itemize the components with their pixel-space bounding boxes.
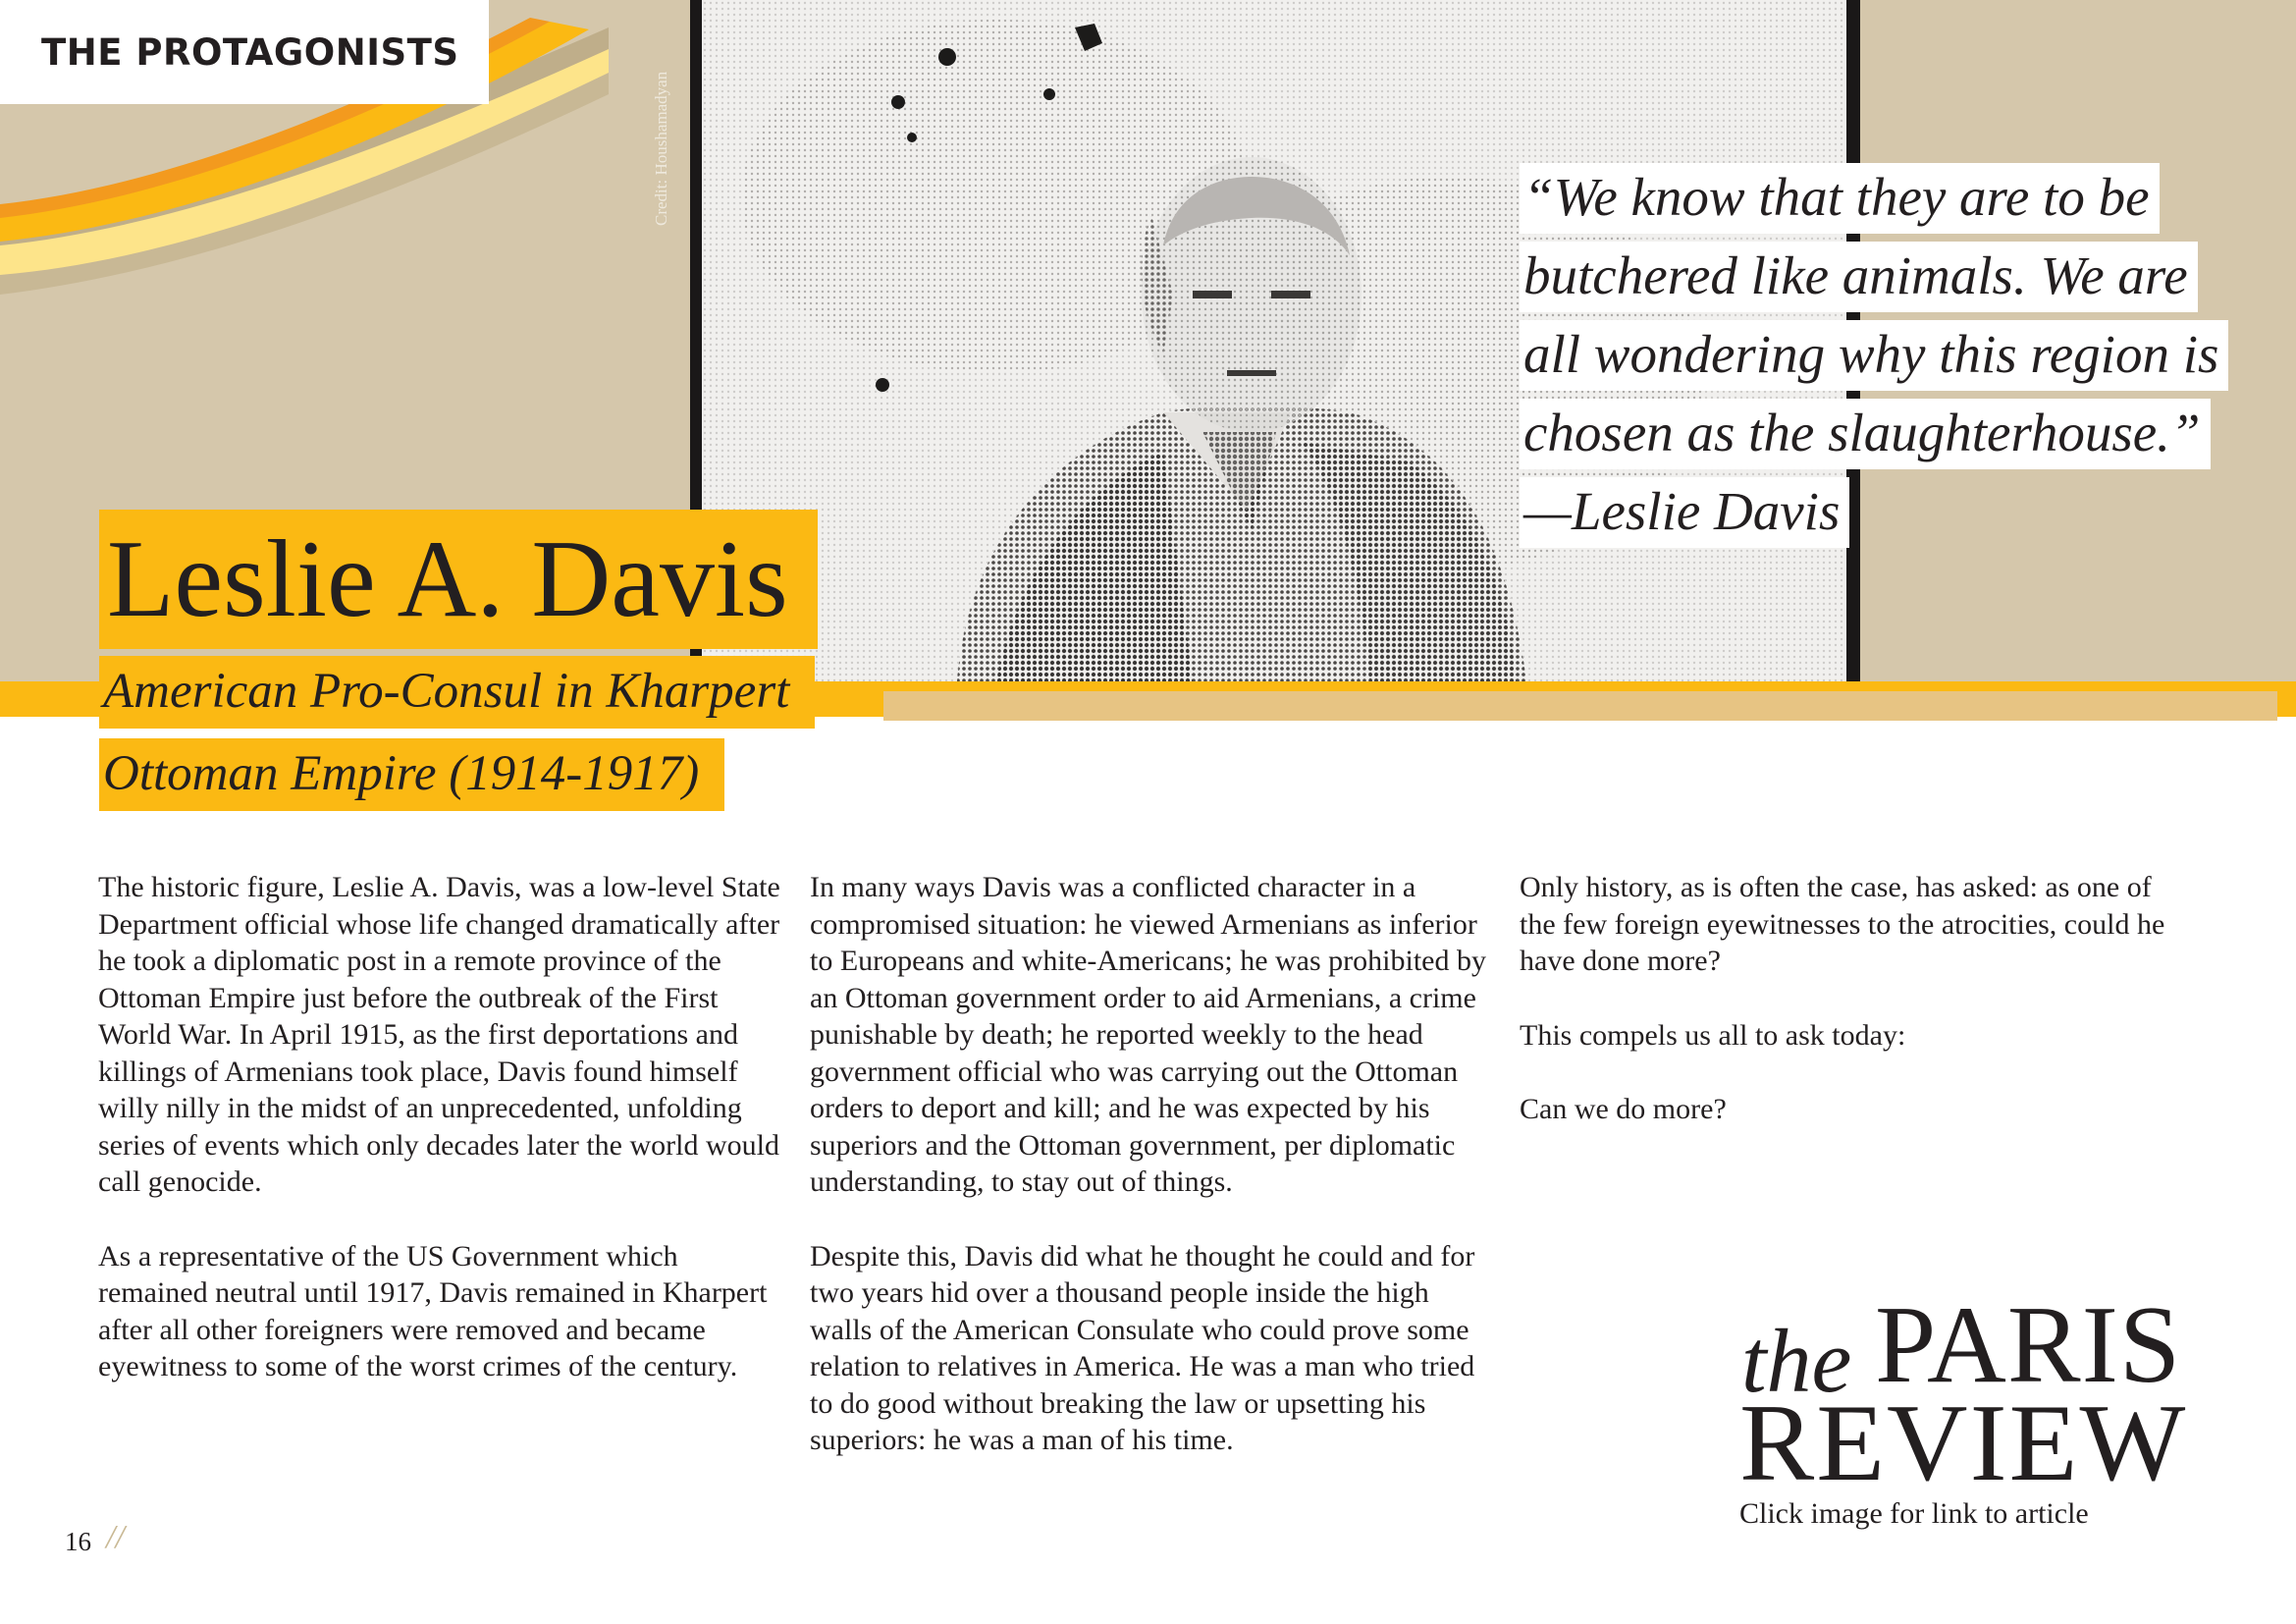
paragraph: In many ways Davis was a conflicted character in a compromised situation: he viewed Armenians as inferior to Europeans and white-Americans; he was prohibited by an Ottoman government order to aid Armenians, a crime punishable by death; he reported weekly to the head government official who was carrying out the Ottoman orders to deport and kill; and he was expected by his superiors and the Ottoman government, per diplomatic understanding, to stay out of things. [810,871,1486,1198]
person-tenure: Ottoman Empire (1914-1917) [99,738,724,811]
paragraph: Only history, as is often the case, has asked: as one of the few foreign eyewitnesses to the atrocities, could he have done more? [1520,871,2165,977]
brand-review: REVIEW [1739,1382,2188,1504]
section-tag-label: THE PROTAGONISTS [41,30,459,74]
person-title: American Pro-Consul in Kharpert [99,656,815,729]
body-column-1 [98,869,785,1423]
brand-the: the [1741,1311,1852,1411]
quote-line: chosen as the slaughterhouse.” [1520,399,2285,477]
paragraph: The historic figure, Leslie A. Davis, was a low-level State Department official whose life changed dramatically after he took a diplomatic post in a remote province of the Ottoman Empire just before the outbreak of the First World War. In April 1915, as the first deportations and killings of Armenians took place, Davis found himself willy nilly in the midst of an unprecedented, unfolding series of events which only decades later the world would call genocide. [98,871,780,1198]
paragraph: Despite this, Davis did what he thought he could and for two years hid over a thousand people inside the high walls of the American Consulate who could prove some relation to relatives in America. He was a man who tried to do good without breaking the law or upsetting his superiors: he was a man of his time. [810,1239,1475,1456]
body-column-3 [1520,869,2187,1165]
photo-credit: Credit: Houshamadyan [652,71,670,226]
pull-quote [1520,163,2285,556]
tan-band [883,691,2277,721]
page-separator: // [106,1519,125,1555]
brand-paris: PARIS [1875,1284,2182,1406]
page-number: 16 [65,1527,91,1556]
quote-line: butchered like animals. We are [1520,242,2285,320]
quote-line: “We know that they are to be [1520,163,2285,242]
quote-attribution: —Leslie Davis [1520,477,2285,556]
quote-line: all wondering why this region is [1520,320,2285,399]
body-column-2 [810,869,1497,1496]
person-name: Leslie A. Davis [99,510,818,649]
paragraph: As a representative of the US Government which remained neutral until 1917, Davis remained in Kharpert after all other foreigners were removed and became eyewitness to some of the worst crimes of the century. [98,1239,768,1382]
paragraph: Can we do more? [1520,1093,1727,1125]
article-link-caption[interactable]: Click image for link to article [1739,1497,2089,1530]
section-tag [0,0,489,104]
paragraph: This compels us all to ask today: [1520,1018,1906,1052]
